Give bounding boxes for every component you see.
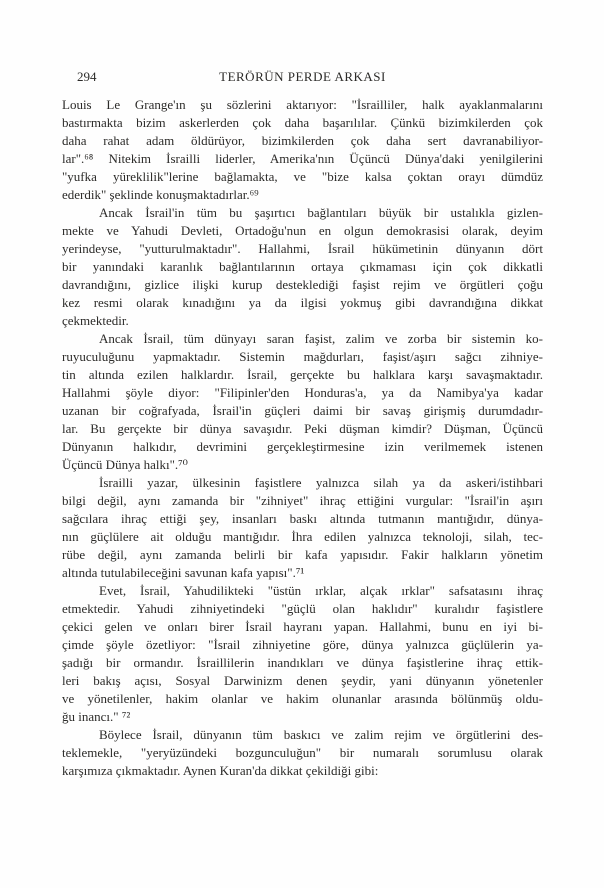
text-line: ederdik" şeklinde konuşmaktadırlar.⁶⁹ xyxy=(62,187,259,202)
text-line: bir yanındaki karanlık bağlantılarının ortaya çıkmaması için çok dikkatli xyxy=(62,259,543,274)
text-line: Dünyanın halkıdır, devrimini gerçekleştirmesine izin verilmemek istenen xyxy=(62,439,543,454)
text-line: çimde şöyle özetliyor: "İsrail zihniyetine göre, dünya yalnızca güçlülerin ya- xyxy=(62,637,543,652)
page-number: 294 xyxy=(77,69,97,84)
text-line: sağcılara ihraç ettiği şey, insanları baskı altında tutmanın mantığıdır, dünya- xyxy=(62,511,543,526)
text-line: Louis Le Grange'ın şu sözlerini aktarıyor: "İsrailliler, halk ayaklanmalarını xyxy=(62,97,543,112)
text-line: bastırmakta bizim askerlerden çok daha başarılılar. Çünkü bizimkilerden çok xyxy=(62,115,543,130)
text-line: yerindeyse, "yutturulmaktadır". Hallahmi, İsrail hükümetinin dünyanın dört xyxy=(62,241,543,256)
text-line: altında tutulabileceğini savunan kafa yapısı".⁷¹ xyxy=(62,565,305,580)
text-line: bilgi değil, aynı zamanda bir "zihniyet" ihraç ettiğini vurgular: "İsrail'in aşırı xyxy=(62,493,543,508)
text-line: çekmektedir. xyxy=(62,313,129,328)
text-line: karşımıza çıkmaktadır. Aynen Kuran'da dikkat çekildiği gibi: xyxy=(62,763,379,778)
text-line: tin altında ezilen halklardır. İsrail, gerçekte bu halklara karşı savaşmaktadır. xyxy=(62,367,543,382)
text-line: Hallahmi şöyle diyor: "Filipinler'den Honduras'a, ya da Namibya'ya kadar xyxy=(62,385,543,400)
running-title: TERÖRÜN PERDE ARKASI xyxy=(219,69,386,84)
text-block xyxy=(62,96,543,780)
text-line: şadığı bir ormandır. İsraillilerin inandıkları ve dünya faşistlerine ihraç ettik- xyxy=(62,655,543,670)
text-line: ruyuculuğunu yapmaktadır. Sistemin mağdurları, faşist/aşırı sağcı zihniye- xyxy=(62,349,543,364)
text-line: leri bakış açısı, Sosyal Darwinizm denen şeydir, yani dünyanın yönetenler xyxy=(62,673,543,688)
text-line: Üçüncü Dünya halkı".⁷⁰ xyxy=(62,457,188,472)
text-line: "yufka yüreklilik"lerine bağlamakta, ve "bize kalsa çoktan orayı dümdüz xyxy=(62,169,543,184)
text-line: ve yönetilenler, hakim olanlar ve hakim olunanlar arasında bölünmüş oldu- xyxy=(62,691,543,706)
text-line: daha rahat adam öldürüyor, bizimkilerden çok daha sert davranabiliyor- xyxy=(62,133,543,148)
text-line: kez resmi olarak kınadığını ya da ilgisi yokmuş gibi davrandığına dikkat xyxy=(62,295,543,310)
text-line: etmektedir. Yahudi zihniyetindeki "güçlü olan haklıdır" kuralıdır faşistlere xyxy=(62,601,543,616)
text-line: lar".⁶⁸ Nitekim İsrailli liderler, Amerika'nın Üçüncü Dünya'daki yenilgilerini xyxy=(62,151,543,166)
text-line: Evet, İsrail, Yahudilikteki "üstün ırklar, alçak ırklar" safsatasını ihraç xyxy=(99,583,543,598)
text-line: çekici gelen ve onları birer İsrail hayranı yapan. Hallahmi, bunu en iyi bi- xyxy=(62,619,543,634)
text-line: nın güçlülere ait olduğu mantığıdır. İhra edilen yalnızca teknoloji, silah, tec- xyxy=(62,529,543,544)
text-line: teklemekle, "yeryüzündeki bozgunculuğun" bir numaralı sorumlusu olarak xyxy=(62,745,543,760)
text-line: ğu inancı." ⁷² xyxy=(62,709,131,724)
text-line: rübe değil, aynı zamanda belirli bir kafa yapısıdır. Fakir halkların yönetim xyxy=(62,547,543,562)
text-line: Ancak İsrail, tüm dünyayı saran faşist, zalim ve zorba bir sistemin ko- xyxy=(99,331,543,346)
text-line: mekte ve Yahudi Devleti, Ortadoğu'nun en olgun demokrasisi olarak, deyim xyxy=(62,223,543,238)
text-line: İsrailli yazar, ülkesinin faşistlere yalnızca silah ya da askeri/istihbari xyxy=(99,475,543,490)
text-line: Böylece İsrail, dünyanın tüm baskıcı ve zalim rejim ve örgütlerini des- xyxy=(99,727,543,742)
page-header xyxy=(62,69,543,86)
text-line: uzanan bir coğrafyada, İsrail'in güçleri daimi bir savaş girişmiş durumdadır- xyxy=(62,403,543,418)
text-line: Ancak İsrail'in tüm bu şaşırtıcı bağlantıları büyük bir ustalıkla gizlen- xyxy=(99,205,543,220)
text-line: lar. Bu gerçekte bir dünya savaşıdır. Peki düşman kimdir? Düşman, Üçüncü xyxy=(62,421,543,436)
text-line: davrandığını, gizlice ilişki kurup desteklediği faşist rejim ve örgütleri çoğu xyxy=(62,277,543,292)
